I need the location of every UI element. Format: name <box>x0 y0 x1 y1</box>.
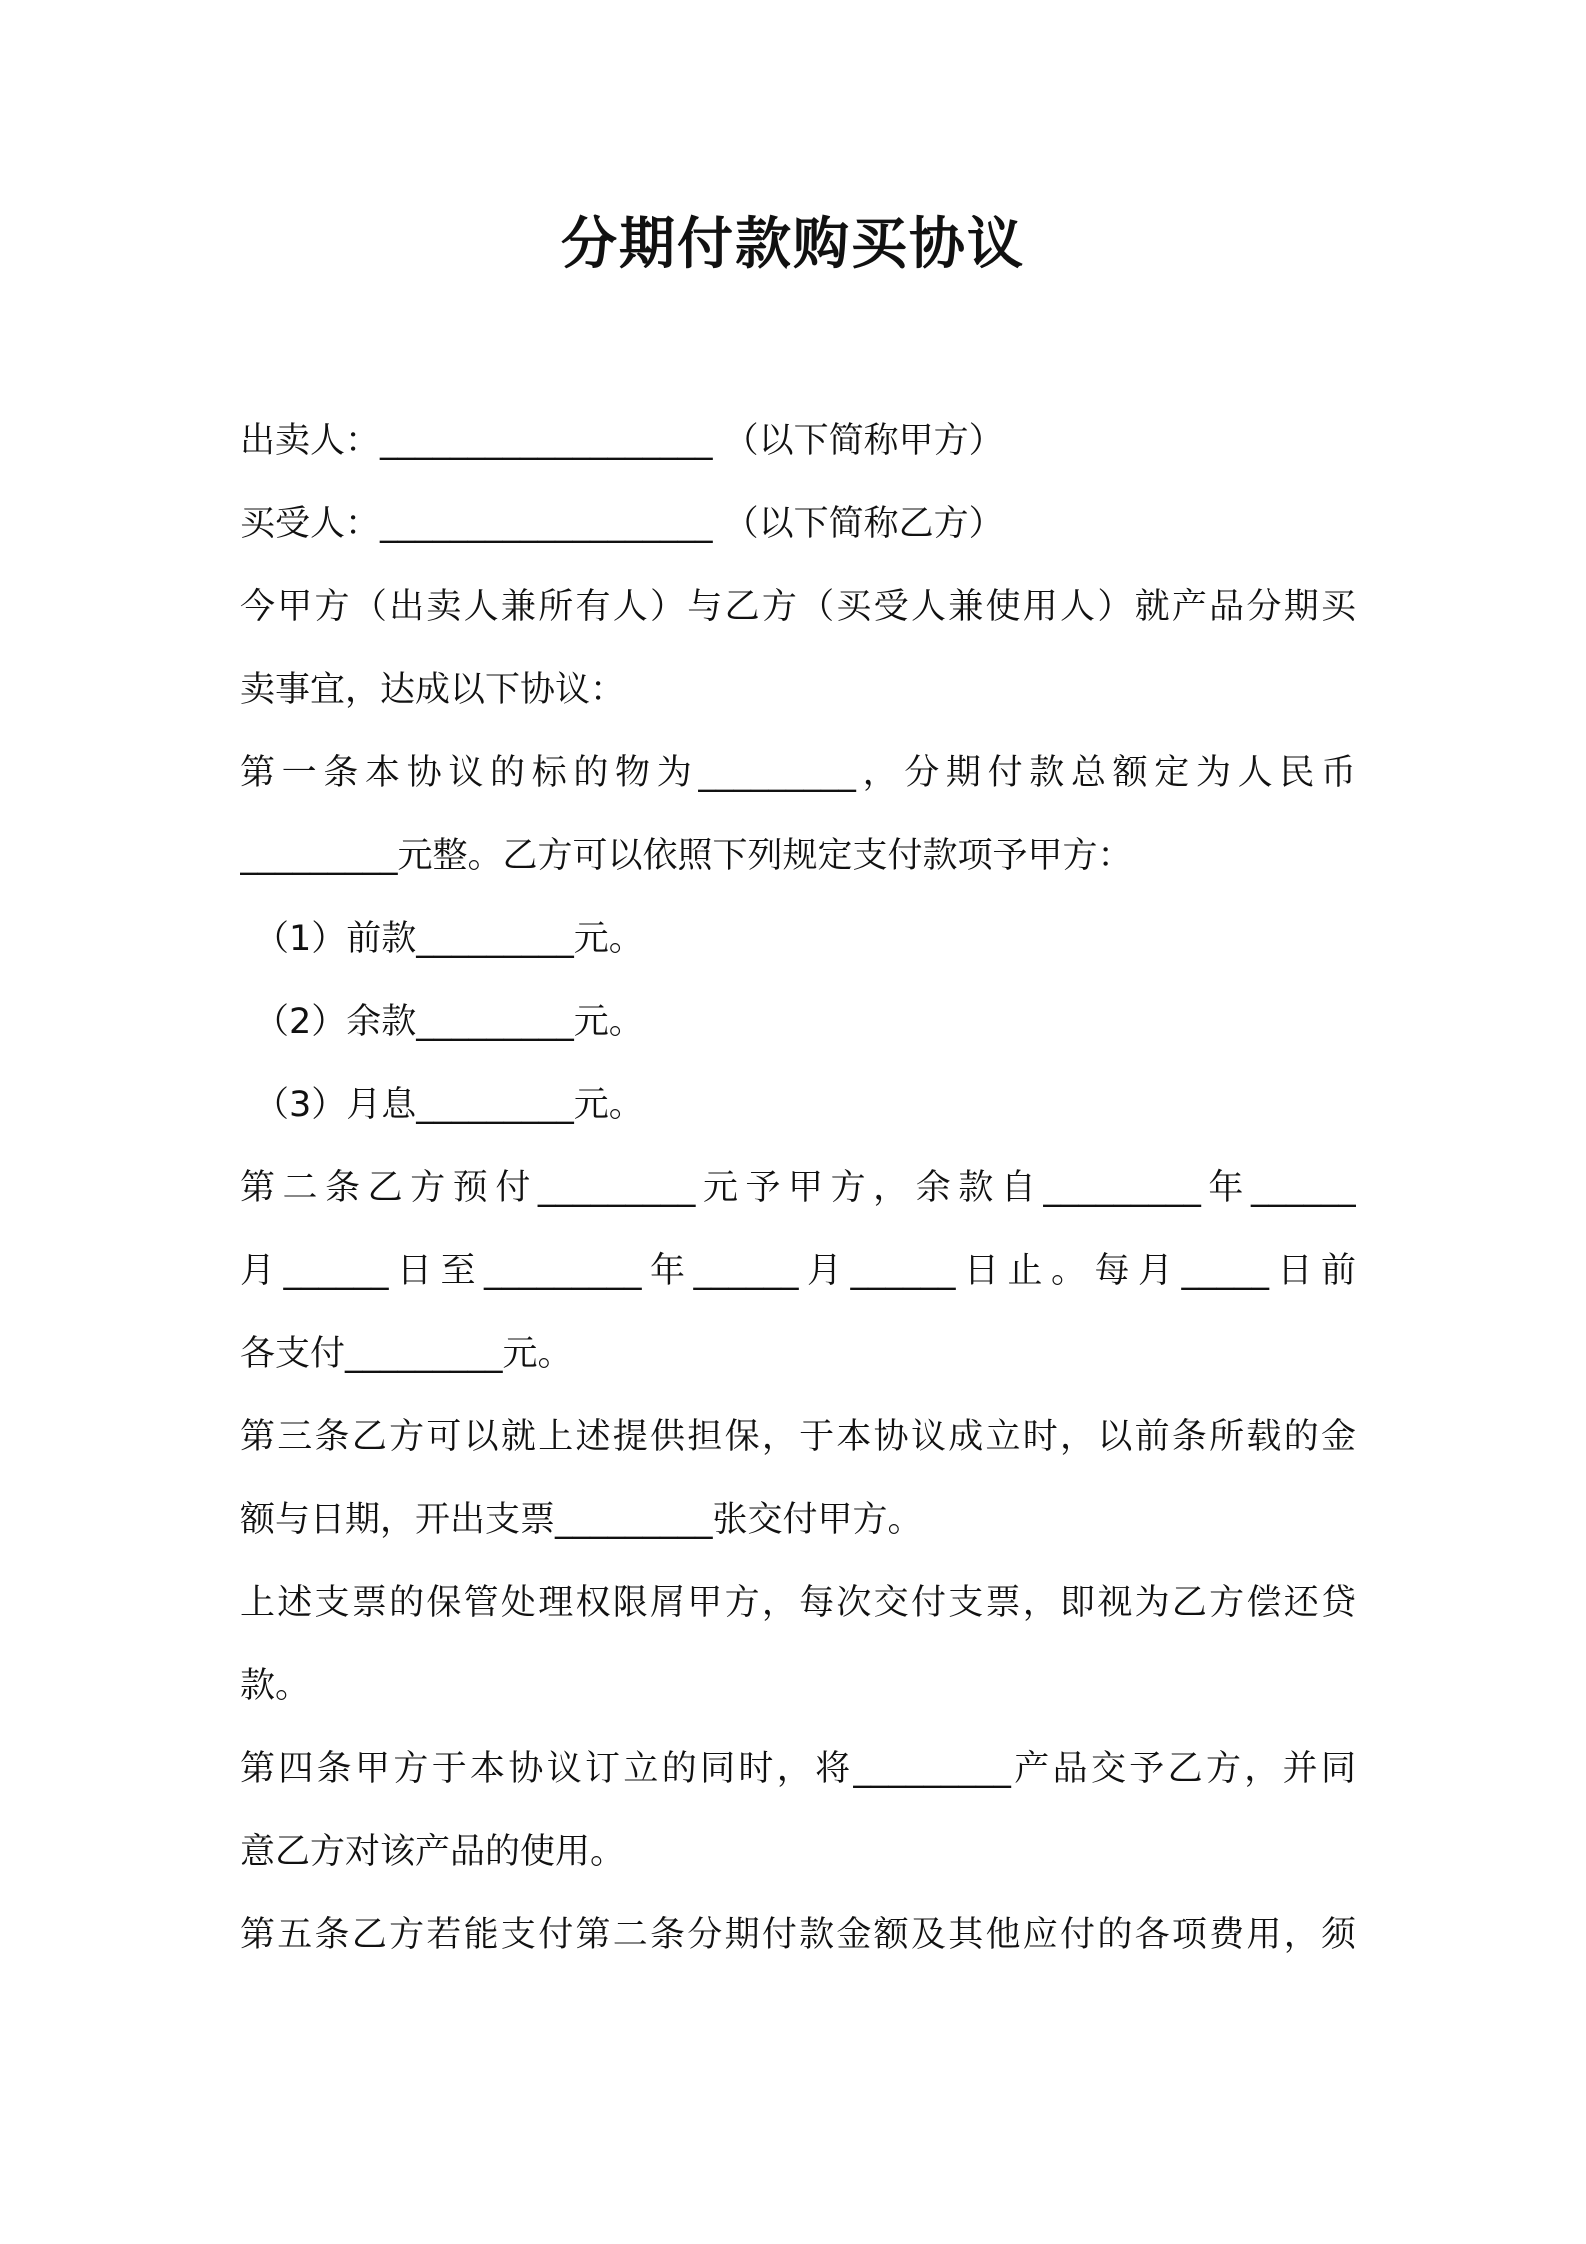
check-clause-line-2: 款。 <box>240 1666 311 1706</box>
seller-line: 出卖人：___________________ （以下简称甲方） <box>240 421 1004 461</box>
article-2-line-1: 第二条乙方预付_________元予甲方，余款自_________年______ <box>240 1168 1356 1208</box>
article-2-line-3: 各支付_________元。 <box>240 1334 573 1374</box>
article-2-line-2: 月______日至_________年______月______日止。每月_____日前 <box>240 1251 1356 1291</box>
article-1-line-2: _________元整。乙方可以依照下列规定支付款项予甲方： <box>240 836 1133 876</box>
article-1-line-1: 第一条本协议的标的物为_________，分期付款总额定为人民币 <box>240 753 1356 793</box>
article-4-line-1: 第四条甲方于本协议订立的同时，将_________产品交予乙方，并同 <box>240 1749 1356 1789</box>
article-3-line-1: 第三条乙方可以就上述提供担保，于本协议成立时，以前条所载的金 <box>240 1417 1356 1457</box>
document-body <box>240 400 1356 1977</box>
document-title: 分期付款购买协议 <box>561 212 1025 277</box>
article-4-line-2: 意乙方对该产品的使用。 <box>240 1832 626 1872</box>
article-1-item-2: （2）余款_________元。 <box>254 1002 644 1042</box>
check-clause-line-1: 上述支票的保管处理权限屑甲方，每次交付支票，即视为乙方偿还贷 <box>240 1583 1356 1623</box>
article-3-line-2: 额与日期，开出支票_________张交付甲方。 <box>240 1500 923 1540</box>
preamble-line-2: 卖事宜，达成以下协议： <box>240 670 626 710</box>
preamble-line-1: 今甲方（出卖人兼所有人）与乙方（买受人兼使用人）就产品分期买 <box>240 587 1356 627</box>
article-1-item-3: （3）月息_________元。 <box>254 1085 644 1125</box>
article-1-item-1: （1）前款_________元。 <box>254 919 644 959</box>
article-5-line-1: 第五条乙方若能支付第二条分期付款金额及其他应付的各项费用，须 <box>240 1915 1356 1955</box>
buyer-line: 买受人：___________________ （以下简称乙方） <box>240 504 1004 544</box>
